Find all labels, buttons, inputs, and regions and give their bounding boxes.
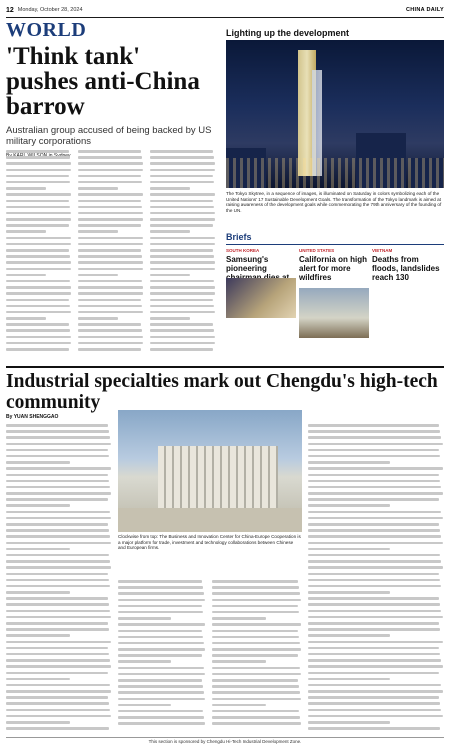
lead-body-column xyxy=(150,150,216,360)
brief-region: UNITED STATES xyxy=(299,248,335,253)
tokyo-skytree-photo xyxy=(226,40,444,188)
lead-story xyxy=(6,44,216,159)
briefs-label: Briefs xyxy=(226,232,252,242)
brief-item xyxy=(299,248,369,282)
lead-deck: Australian group accused of being backed by US military corporations xyxy=(6,125,212,147)
lower-section-rule xyxy=(6,366,444,368)
page-number: 12 xyxy=(6,6,14,14)
publication-name: CHINA DAILY xyxy=(405,7,444,13)
brief-headline: Deaths from floods, landslides reach 130 xyxy=(372,255,440,282)
brief-photo-wildfire xyxy=(299,288,369,338)
briefs-rule xyxy=(226,244,444,245)
lead-headline: 'Think tank' pushes anti-China barrow xyxy=(6,43,200,120)
lower-body-column xyxy=(212,580,302,734)
lead-body-column xyxy=(78,150,144,360)
chengdu-building-photo xyxy=(118,410,302,532)
masthead xyxy=(6,3,444,17)
lower-body-column xyxy=(308,424,444,734)
section-flag: WORLD xyxy=(6,19,87,41)
lower-headline: Industrial specialties mark out Chengdu's high-tech community xyxy=(6,371,438,413)
lower-body-column xyxy=(118,580,206,734)
masthead-rule xyxy=(6,17,444,18)
lower-byline: By YUAN SHENGGAO xyxy=(6,414,59,420)
footer-rule xyxy=(6,737,444,738)
brief-region: SOUTH KOREA xyxy=(226,248,260,253)
issue-date: Monday, October 28, 2024 xyxy=(17,7,83,13)
sponsor-footer: This section is sponsored by Chengdu Hi-Tech Industrial Development Zone. xyxy=(148,739,302,744)
brief-region: VIETNAM xyxy=(372,248,393,253)
lower-body-column xyxy=(6,424,112,734)
lower-photo-caption: Clockwise from top: The Business and Innovation Center for China-Europe Cooperation is a major platform for trade, investment and technology collaborations between Chinese and European firms. xyxy=(118,534,301,551)
lighting-caption: The Tokyo Skytree, in a sequence of images, is illuminated on Saturday in colors symbolizing each of the United Nations' 17 Sustainable Development Goals. The transformation of the Tokyo landmark is aimed at raising awareness of the development goals while commemorating the 79th anniversary of the founding of the UN. xyxy=(226,191,442,213)
lead-body-column xyxy=(6,150,72,360)
brief-item xyxy=(372,248,442,282)
brief-headline: California on high alert for more wildfires xyxy=(299,255,367,282)
lighting-title: Lighting up the development xyxy=(226,28,349,38)
brief-headline: Samsung's pioneering xyxy=(226,255,269,273)
brief-photo-samsung xyxy=(226,278,296,318)
